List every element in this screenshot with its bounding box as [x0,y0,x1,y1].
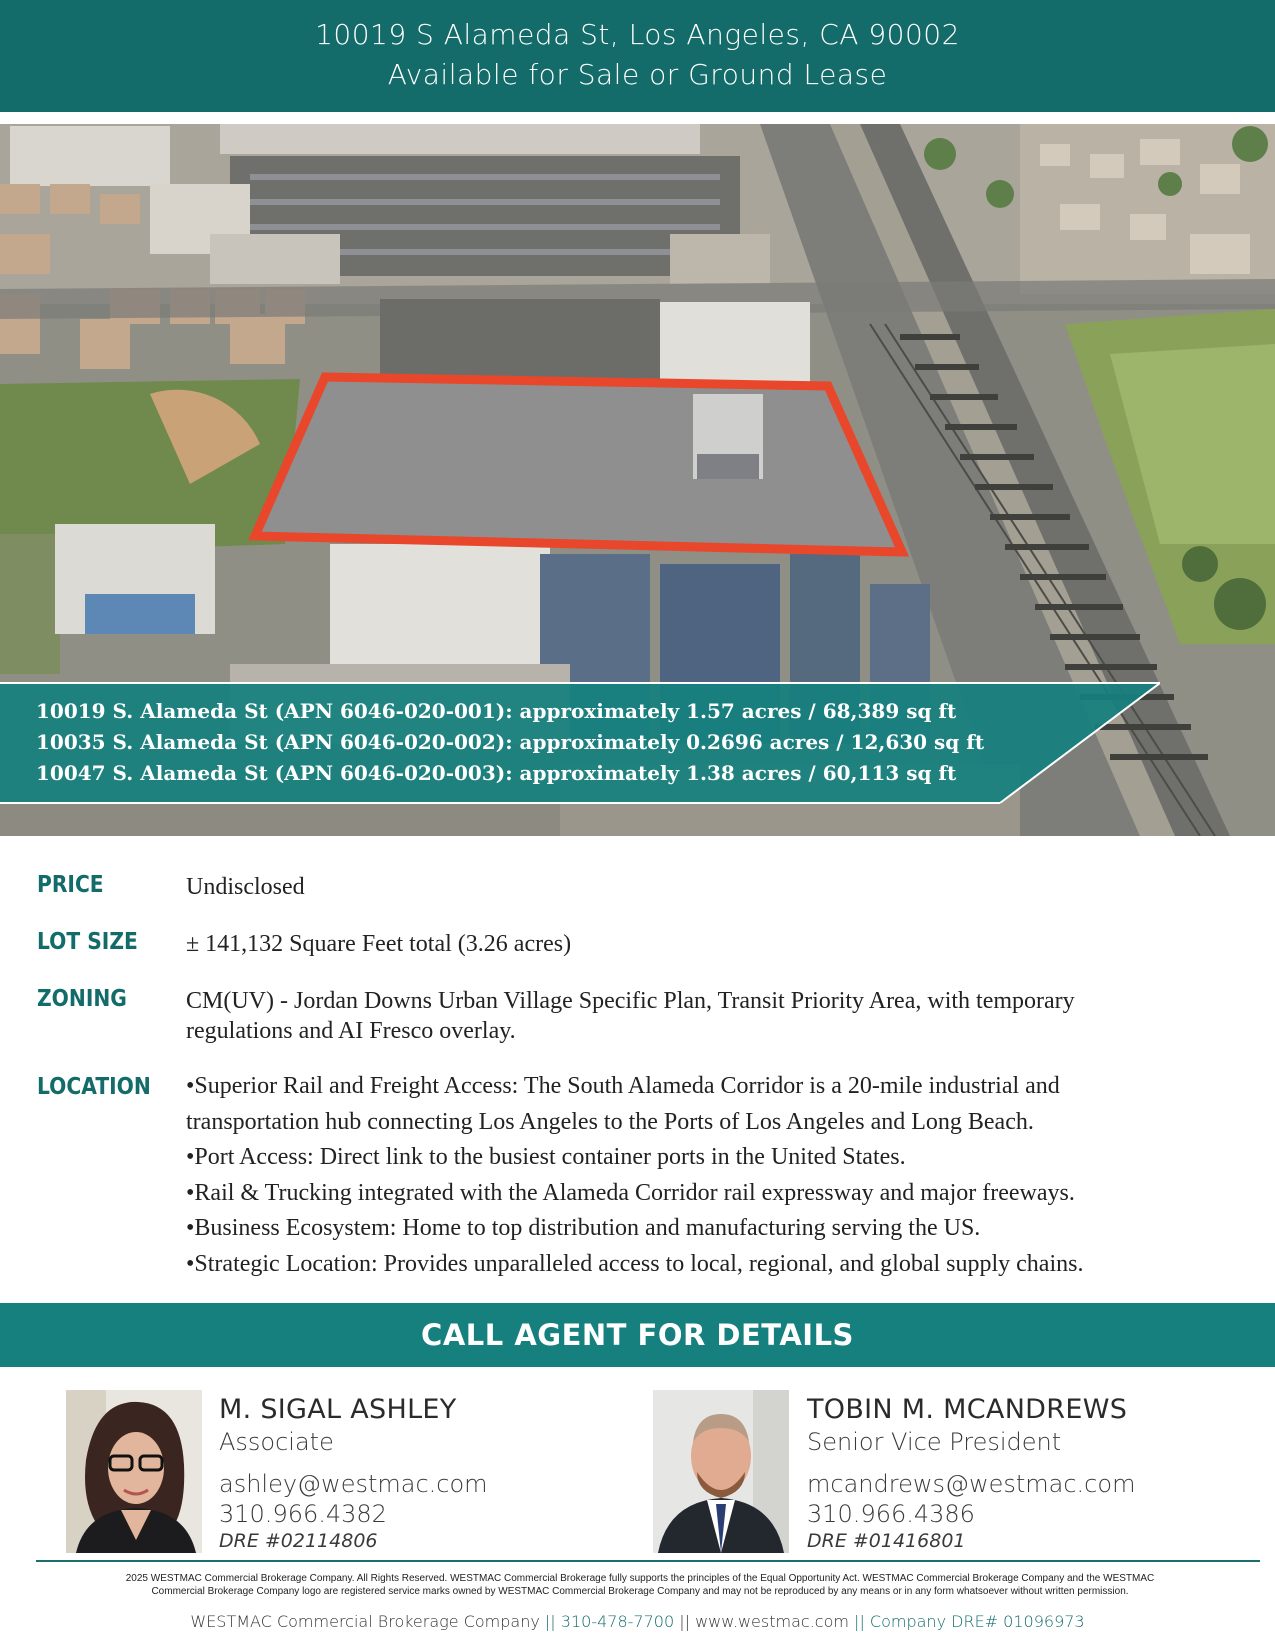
agent-phone-link[interactable]: 310.966.4382 [219,1500,387,1528]
parcel-outline [255,377,902,552]
agent-dre: DRE #01416801 [807,1530,966,1552]
agent-title: Senior Vice President [807,1428,1062,1456]
location-bullet: •Strategic Location: Provides unparalleled access to local, regional, and global supply chains. [186,1250,1084,1277]
agent-name: M. SIGAL ASHLEY [219,1394,457,1425]
legal-disclaimer [20,1572,1260,1598]
location-list [186,1069,1246,1282]
parcel-banner [0,682,1160,806]
parcel-list [36,696,984,789]
company-phone-link[interactable]: 310-478-7700 [560,1612,675,1631]
agent-photo-ashley [66,1390,202,1553]
agent-email-link[interactable]: ashley@westmac.com [219,1470,488,1498]
location-bullet: •Superior Rail and Freight Access: The South Alameda Corridor is a 20-mile industrial and [186,1073,1060,1099]
agent-phone-link[interactable]: 310.966.4386 [807,1500,975,1528]
parcel-line: 10019 S. Alameda St (APN 6046-020-001): approximately 1.57 acres / 68,389 sq ft [36,699,957,723]
parcel-line: 10035 S. Alameda St (APN 6046-020-002): approximately 0.2696 acres / 12,630 sq ft [36,730,985,754]
separator: || [544,1612,556,1631]
price-value: Undisclosed [186,874,305,900]
location-bullet: •Business Ecosystem: Home to top distribution and manufacturing serving the US. [186,1215,981,1241]
lot-size-value: ± 141,132 Square Feet total (3.26 acres) [186,931,572,957]
lot-size-label: LOT SIZE [37,929,138,955]
website-link[interactable]: www.westmac.com [695,1612,849,1631]
footer-divider [36,1560,1260,1562]
company-name: WESTMAC Commercial Brokerage Company [190,1612,540,1631]
price-label: PRICE [37,872,104,898]
location-bullet: transportation hub connecting Los Angeles to the Ports of Los Angeles and Long Beach. [186,1108,1034,1135]
separator: || [854,1612,865,1631]
agent-photo-mcandrews [653,1390,789,1553]
zoning-label: ZONING [37,986,127,1012]
zoning-value: CM(UV) - Jordan Downs Urban Village Specific Plan, Transit Priority Area, with temporary regulations and AI Fresco overlay. [186,988,1075,1044]
agent-dre: DRE #02114806 [219,1530,378,1552]
location-label: LOCATION [37,1074,151,1100]
agent-title: Associate [219,1428,334,1456]
parcel-line: 10047 S. Alameda St (APN 6046-020-003): approximately 1.38 acres / 60,113 sq ft [36,761,957,785]
location-bullet: •Port Access: Direct link to the busiest container ports in the United States. [186,1144,906,1170]
agent-email-link[interactable]: mcandrews@westmac.com [807,1470,1136,1498]
availability-text: Available for Sale or Ground Lease [387,58,888,91]
header-banner [0,0,1275,112]
legal-line: Commercial Brokerage Company logo are registered service marks owned by WESTMAC Commercial Brokerage Company and may not be reproduced by any means or in any form whatsoever without written permission. [151,1586,1129,1597]
company-dre: Company DRE# 01096973 [869,1612,1085,1631]
agent-name: TOBIN M. MCANDREWS [807,1394,1128,1425]
separator: || [679,1612,690,1631]
footer-contact [0,1612,1275,1631]
cta-banner: CALL AGENT FOR DETAILS [0,1303,1275,1367]
legal-line: 2025 WESTMAC Commercial Brokerage Company. All Rights Reserved. WESTMAC Commercial Brokerage fully supports the principles of the Equal Opportunity Act. WESTMAC Commercial Brokerage Company and the WESTMAC [125,1573,1155,1584]
property-address: 10019 S Alameda St, Los Angeles, CA 90002 [315,18,960,51]
location-bullet: •Rail & Trucking integrated with the Alameda Corridor rail expressway and major freeways. [186,1179,1075,1206]
